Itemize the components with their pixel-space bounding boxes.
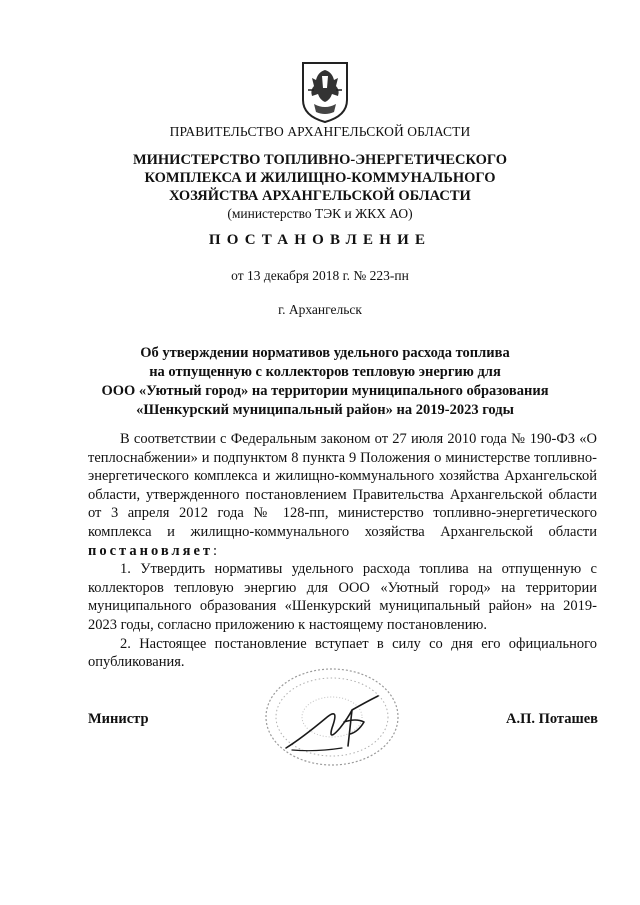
signer-name: А.П. Поташев — [505, 711, 598, 727]
preamble-text: В соответствии с Федеральным законом от 27 июля 2010 года № 190-ФЗ «О теплоснабжении» и подпунктом 8 пункта 9 Положения о министерстве топливно-энергетического комплекса и жилищно-коммунального хозяйства Архангельской области, утвержденного постановлением Правительства Архангельской области от 3 апреля 2012 года № 128-пп, министерство топливно-энергетического комплекса и жилищно-коммунального хозяйства Архангельской области — [88, 431, 597, 540]
ministry-abbreviation: (министерство ТЭК и ЖКХ АО) — [227, 206, 413, 221]
document-city: г. Архангельск — [278, 302, 362, 317]
ministry-line: ХОЗЯЙСТВА АРХАНГЕЛЬСКОЙ ОБЛАСТИ — [169, 188, 471, 204]
document-type: ПОСТАНОВЛЕНИЕ — [208, 232, 432, 248]
ministry-line: КОМПЛЕКСА И ЖИЛИЩНО-КОММУНАЛЬНОГО — [144, 170, 496, 186]
handwritten-signature — [282, 688, 392, 756]
title-line: на отпущенную с коллекторов тепловую энергию для — [149, 364, 501, 380]
document-title — [80, 344, 570, 420]
ministry-name — [0, 151, 640, 223]
title-line: Об утверждении нормативов удельного расхода топлива — [140, 345, 510, 361]
ministry-line: МИНИСТЕРСТВО ТОПЛИВНО-ЭНЕРГЕТИЧЕСКОГО — [132, 152, 508, 168]
signer-position: Министр — [88, 711, 149, 727]
preamble-paragraph — [88, 430, 597, 560]
decree-word: постановляет — [88, 542, 214, 559]
decree-punctuation: : — [213, 542, 218, 559]
coat-of-arms-emblem — [300, 60, 350, 124]
government-name: ПРАВИТЕЛЬСТВО АРХАНГЕЛЬСКОЙ ОБЛАСТИ — [169, 124, 471, 139]
title-line: «Шенкурский муниципальный район» на 2019-2023 годы — [136, 402, 514, 418]
point-paragraph: 2. Настоящее постановление вступает в силу со дня его официального опубликования. — [88, 635, 597, 671]
document-body — [88, 430, 597, 672]
title-line: ООО «Уютный город» на территории муниципального образования — [101, 383, 549, 399]
document-date-number: от 13 декабря 2018 г. № 223-пн — [231, 268, 409, 283]
point-paragraph: 1. Утвердить нормативы удельного расхода топлива на отпущенную с коллекторов тепловую энергию для ООО «Уютный город» на территории муниципального образования «Шенкурский муниципальный район» на 2019-2023 годы, согласно приложению к настоящему постановлению. — [88, 561, 597, 633]
